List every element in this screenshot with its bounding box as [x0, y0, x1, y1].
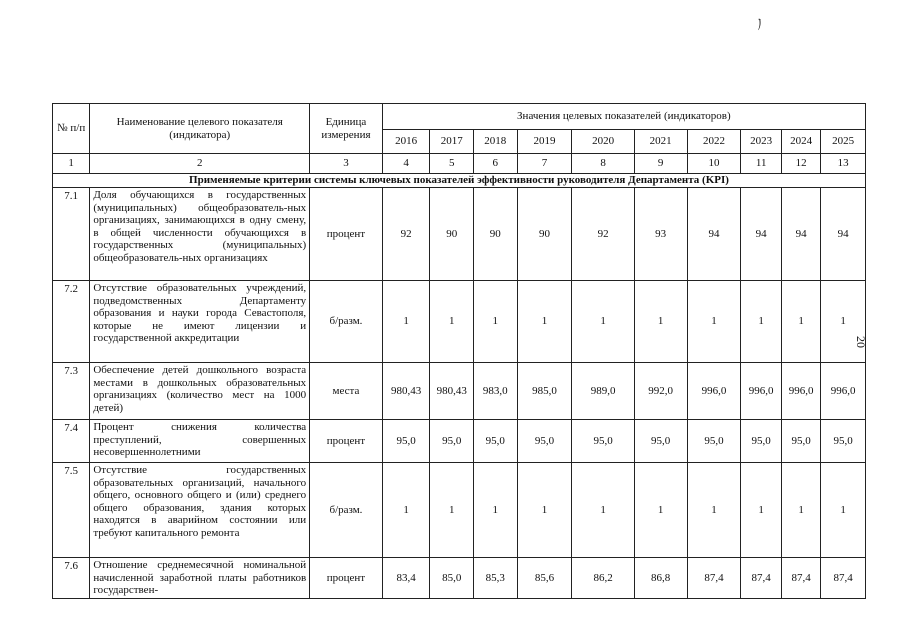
- value-cell: 95,0: [430, 420, 474, 463]
- table-row: [53, 420, 866, 463]
- row-number: 7.2: [53, 281, 90, 363]
- value-cell: 87,4: [687, 558, 741, 599]
- value-cell: 95,0: [382, 420, 430, 463]
- unit-cell: места: [310, 363, 383, 420]
- row-number: 7.4: [53, 420, 90, 463]
- value-cell: 1: [821, 463, 866, 558]
- value-cell: 95,0: [821, 420, 866, 463]
- value-cell: 1: [821, 281, 866, 363]
- value-cell: 85,6: [517, 558, 572, 599]
- header-year: 2020: [572, 130, 634, 154]
- value-cell: 980,43: [382, 363, 430, 420]
- indicator-name: Обеспечение детей дошкольного возраста местами в дошкольных образовательных организациях (количество мест на 1000 детей): [90, 363, 310, 420]
- header-name: Наименование целевого показателя (индикатора): [90, 104, 310, 154]
- value-cell: 94: [687, 188, 741, 281]
- value-cell: 1: [517, 281, 572, 363]
- table-row: [53, 463, 866, 558]
- value-cell: 1: [741, 463, 781, 558]
- value-cell: 996,0: [687, 363, 741, 420]
- row-number: 7.1: [53, 188, 90, 281]
- column-number: 6: [473, 154, 517, 174]
- unit-cell: б/разм.: [310, 281, 383, 363]
- value-cell: 1: [430, 463, 474, 558]
- column-number: 5: [430, 154, 474, 174]
- header-year: 2019: [517, 130, 572, 154]
- header-unit: Единица измерения: [310, 104, 383, 154]
- column-number: 8: [572, 154, 634, 174]
- indicator-name: Доля обучающихся в государственных (муниципальных) общеобразователь-ных организациях, занимающихся в одну смену, в общей численности обучающихся в государственных (муниципальных) общеобразователь-ных организациях: [90, 188, 310, 281]
- column-numbers-row: [53, 154, 866, 174]
- row-number: 7.6: [53, 558, 90, 599]
- column-number: 3: [310, 154, 383, 174]
- header-year: 2022: [687, 130, 741, 154]
- value-cell: 1: [687, 463, 741, 558]
- value-cell: 996,0: [821, 363, 866, 420]
- value-cell: 992,0: [634, 363, 687, 420]
- value-cell: 996,0: [781, 363, 820, 420]
- value-cell: 1: [741, 281, 781, 363]
- header-values-group: Значения целевых показателей (индикаторов): [382, 104, 865, 130]
- value-cell: 95,0: [781, 420, 820, 463]
- column-number: 9: [634, 154, 687, 174]
- section-row: [53, 174, 866, 188]
- header-year: 2018: [473, 130, 517, 154]
- header-num: № п/п: [53, 104, 90, 154]
- value-cell: 94: [741, 188, 781, 281]
- value-cell: 92: [572, 188, 634, 281]
- column-number: 1: [53, 154, 90, 174]
- value-cell: 1: [634, 281, 687, 363]
- value-cell: 983,0: [473, 363, 517, 420]
- value-cell: 1: [572, 463, 634, 558]
- value-cell: 95,0: [687, 420, 741, 463]
- value-cell: 90: [517, 188, 572, 281]
- table-row: [53, 363, 866, 420]
- value-cell: 996,0: [741, 363, 781, 420]
- value-cell: 1: [517, 463, 572, 558]
- value-cell: 93: [634, 188, 687, 281]
- row-number: 7.5: [53, 463, 90, 558]
- table-row: [53, 188, 866, 281]
- value-cell: 1: [634, 463, 687, 558]
- column-number: 13: [821, 154, 866, 174]
- column-number: 2: [90, 154, 310, 174]
- value-cell: 1: [382, 463, 430, 558]
- unit-cell: процент: [310, 558, 383, 599]
- indicator-name: Отношение среднемесячной номинальной начисленной заработной платы работников государствен-: [90, 558, 310, 599]
- value-cell: 94: [781, 188, 820, 281]
- section-title: Применяемые критерии системы ключевых показателей эффективности руководителя Департамента (KPI): [53, 174, 866, 188]
- value-cell: 95,0: [473, 420, 517, 463]
- column-number: 10: [687, 154, 741, 174]
- value-cell: 90: [430, 188, 474, 281]
- indicator-name: Отсутствие образовательных учреждений, подведомственных Департаменту образования и науки города Севастополя, которые не имеют лицензии и государственной аккредитации: [90, 281, 310, 363]
- header-year: 2016: [382, 130, 430, 154]
- indicator-name: Отсутствие государственных образовательных организаций, начального общего, основного общего и (или) среднего общего образования, здания которых находятся в аварийном состоянии или требуют капитального ремонта: [90, 463, 310, 558]
- column-number: 4: [382, 154, 430, 174]
- value-cell: 1: [572, 281, 634, 363]
- value-cell: 1: [430, 281, 474, 363]
- header-year: 2024: [781, 130, 820, 154]
- column-number: 12: [781, 154, 820, 174]
- value-cell: 1: [687, 281, 741, 363]
- value-cell: 90: [473, 188, 517, 281]
- value-cell: 87,4: [821, 558, 866, 599]
- value-cell: 1: [781, 281, 820, 363]
- value-cell: 87,4: [741, 558, 781, 599]
- value-cell: 83,4: [382, 558, 430, 599]
- value-cell: 92: [382, 188, 430, 281]
- value-cell: 989,0: [572, 363, 634, 420]
- value-cell: 980,43: [430, 363, 474, 420]
- value-cell: 86,8: [634, 558, 687, 599]
- handwritten-mark: ﾉ: [754, 17, 766, 34]
- value-cell: 95,0: [634, 420, 687, 463]
- table-row: [53, 558, 866, 599]
- value-cell: 1: [473, 463, 517, 558]
- header-year: 2021: [634, 130, 687, 154]
- column-number: 7: [517, 154, 572, 174]
- table-row: [53, 281, 866, 363]
- value-cell: 85,3: [473, 558, 517, 599]
- value-cell: 95,0: [517, 420, 572, 463]
- header-year: 2025: [821, 130, 866, 154]
- value-cell: 1: [781, 463, 820, 558]
- row-number: 7.3: [53, 363, 90, 420]
- header-row-top: [53, 104, 866, 130]
- kpi-table: [52, 103, 866, 599]
- page-number: 20: [854, 336, 868, 348]
- value-cell: 85,0: [430, 558, 474, 599]
- value-cell: 86,2: [572, 558, 634, 599]
- unit-cell: б/разм.: [310, 463, 383, 558]
- value-cell: 94: [821, 188, 866, 281]
- column-number: 11: [741, 154, 781, 174]
- value-cell: 985,0: [517, 363, 572, 420]
- header-year: 2023: [741, 130, 781, 154]
- indicator-name: Процент снижения количества преступлений, совершенных несовершеннолетними: [90, 420, 310, 463]
- header-year: 2017: [430, 130, 474, 154]
- value-cell: 1: [473, 281, 517, 363]
- unit-cell: процент: [310, 420, 383, 463]
- unit-cell: процент: [310, 188, 383, 281]
- value-cell: 95,0: [741, 420, 781, 463]
- value-cell: 1: [382, 281, 430, 363]
- value-cell: 95,0: [572, 420, 634, 463]
- value-cell: 87,4: [781, 558, 820, 599]
